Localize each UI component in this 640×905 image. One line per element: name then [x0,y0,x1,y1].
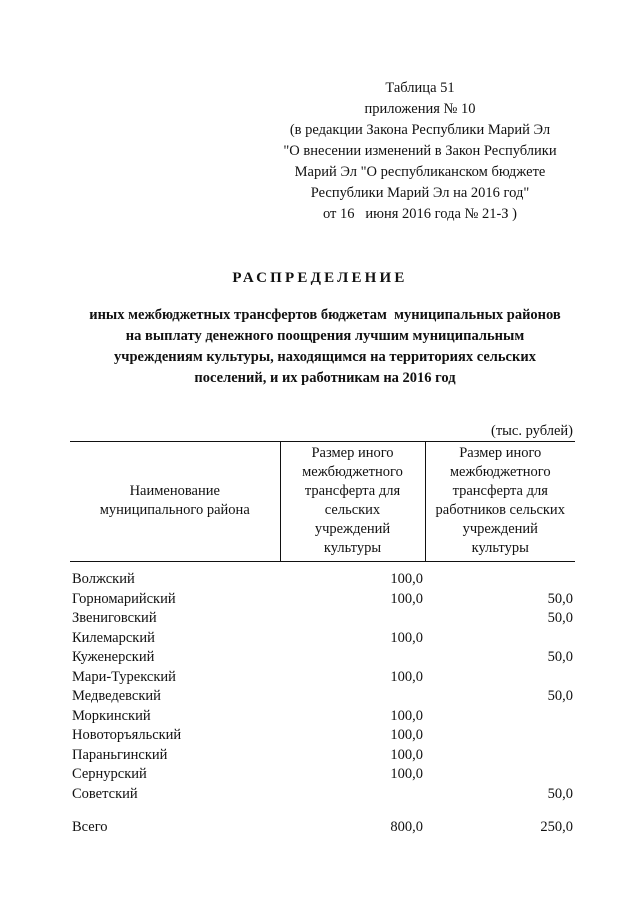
district-name-cell: Килемарский [72,629,155,646]
workers-amount-cell: 50,0 [547,785,573,802]
institutions-amount-cell [280,609,425,629]
district-name-cell: Советский [72,785,138,802]
header-line: "О внесении изменений в Закон Республики [283,143,557,159]
workers-amount-cell [425,668,575,688]
workers-amount-cell [425,562,575,590]
header-line: Таблица 51 [385,80,455,96]
institutions-amount-cell: 100,0 [390,707,423,724]
district-name-cell: Звениговский [72,610,157,626]
header-line: Республики Марий Эл на 2016 год" [310,185,530,201]
header-line: (в редакции Закона Республики Марий Эл [289,122,551,138]
workers-amount-cell: 50,0 [547,610,573,626]
subtitle-line: поселений, и их работникам на 2016 год [194,370,456,386]
column-header-workers: Размер иного межбюджетного трансферта для работников сельских учреждений культуры [425,442,575,562]
column-header-district: Наименование муниципального района [99,483,250,518]
workers-amount-cell: 50,0 [547,590,573,607]
subtitle-line: на выплату денежного поощрения лучшим муниципальным [125,328,525,344]
header-line: Марий Эл "О республиканском бюджете [294,164,546,180]
table-row [70,785,575,805]
table-row [70,648,575,668]
workers-amount-cell [425,746,575,766]
institutions-amount-cell: 100,0 [390,571,423,587]
table-row [70,562,575,590]
total-label-cell: Всего [72,819,108,835]
table-row [70,726,575,746]
document-title: РАСПРЕДЕЛЕНИЕ [232,270,408,286]
district-name-cell: Медведевский [72,688,161,704]
table-row [70,668,575,688]
total-workers-cell: 250,0 [540,819,573,835]
table-row [70,590,575,610]
units-label: (тыс. рублей) [491,423,573,439]
district-name-cell: Моркинский [72,707,151,724]
workers-amount-cell [425,629,575,649]
distribution-table [70,441,575,838]
institutions-amount-cell: 100,0 [390,629,423,646]
institutions-amount-cell: 100,0 [390,746,423,763]
institutions-amount-cell: 100,0 [390,766,423,782]
table-row [70,629,575,649]
workers-amount-cell: 50,0 [547,649,573,665]
subtitle-line: учреждениям культуры, находящимся на территориях сельских [114,349,536,365]
district-name-cell: Параньгинский [72,746,168,763]
document-subtitle [70,305,580,389]
header-line: приложения № 10 [364,101,476,117]
column-header-institutions: Размер иного межбюджетного трансферта для сельских учреждений культуры [280,442,425,562]
table-row [70,746,575,766]
institutions-amount-cell [280,687,425,707]
district-name-cell: Куженерский [72,649,155,665]
institutions-amount-cell [280,785,425,805]
district-name-cell: Сернурский [72,766,147,782]
subtitle-line: иных межбюджетных трансфертов бюджетам муниципальных районов [89,307,561,323]
header-line: от 16 июня 2016 года № 21-З ) [322,206,518,222]
table-body [70,562,575,838]
institutions-amount-cell: 100,0 [390,727,423,743]
institutions-amount-cell [280,648,425,668]
table-row [70,609,575,629]
table-row [70,687,575,707]
table-row [70,707,575,727]
district-name-cell: Новоторъяльский [72,727,182,743]
district-name-cell: Мари-Турекский [72,668,176,685]
institutions-amount-cell: 100,0 [390,590,423,607]
total-institutions-cell: 800,0 [390,819,423,835]
district-name-cell: Горномарийский [72,590,176,607]
district-name-cell: Волжский [72,571,135,587]
table-header-row [70,442,575,562]
workers-amount-cell: 50,0 [547,688,573,704]
document-header [250,78,590,225]
workers-amount-cell [425,707,575,727]
workers-amount-cell [425,726,575,746]
institutions-amount-cell: 100,0 [390,668,423,685]
workers-amount-cell [425,765,575,785]
total-row [70,804,575,838]
table-row [70,765,575,785]
